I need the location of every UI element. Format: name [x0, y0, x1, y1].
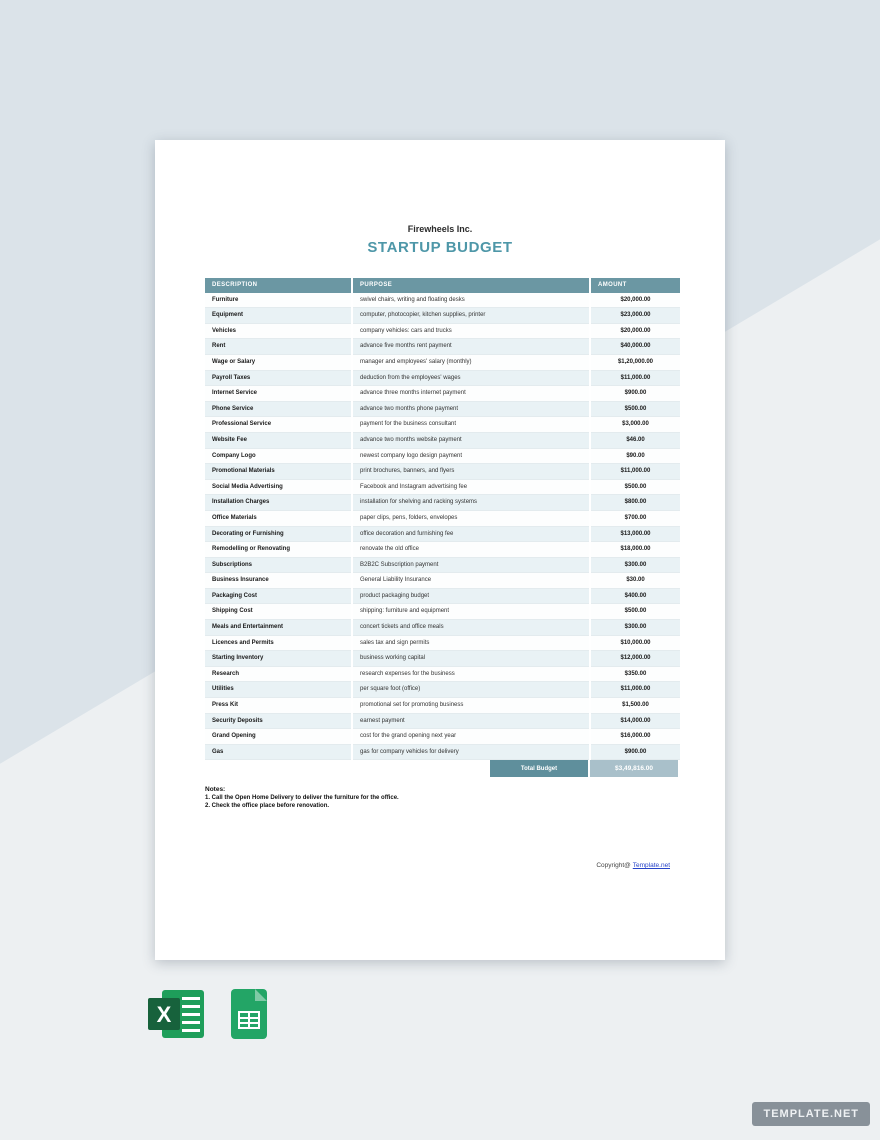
table-row [205, 666, 680, 682]
amount-cell: $350.00 [590, 666, 680, 682]
table-row [205, 682, 680, 698]
description-cell: Subscriptions [205, 557, 352, 573]
purpose-cell: office decoration and furnishing fee [352, 526, 590, 542]
amount-cell: $11,000.00 [590, 370, 680, 386]
total-budget-label: Total Budget [490, 760, 590, 777]
purpose-cell: payment for the business consultant [352, 417, 590, 433]
purpose-cell: newest company logo design payment [352, 448, 590, 464]
table-row [205, 588, 680, 604]
budget-table-body [205, 293, 680, 760]
table-row [205, 432, 680, 448]
description-cell: Grand Opening [205, 729, 352, 745]
description-cell: Website Fee [205, 432, 352, 448]
purpose-cell: B2B2C Subscription payment [352, 557, 590, 573]
purpose-cell: earnest payment [352, 713, 590, 729]
amount-cell: $400.00 [590, 588, 680, 604]
purpose-cell: company vehicles: cars and trucks [352, 323, 590, 339]
copyright-text: Copyright@ [596, 862, 631, 869]
table-row [205, 573, 680, 589]
purpose-cell: renovate the old office [352, 542, 590, 558]
description-cell: Vehicles [205, 323, 352, 339]
description-cell: Research [205, 666, 352, 682]
document-page [155, 140, 725, 960]
amount-cell: $46.00 [590, 432, 680, 448]
amount-cell: $14,000.00 [590, 713, 680, 729]
amount-cell: $900.00 [590, 744, 680, 760]
purpose-cell: manager and employees' salary (monthly) [352, 354, 590, 370]
table-row [205, 323, 680, 339]
column-header-amount: AMOUNT [590, 278, 680, 293]
purpose-cell: General Liability Insurance [352, 573, 590, 589]
description-cell: Office Materials [205, 510, 352, 526]
table-row [205, 417, 680, 433]
note-item: 1. Call the Open Home Delivery to deliver the furniture for the office. [205, 795, 399, 802]
description-cell: Furniture [205, 293, 352, 308]
description-cell: Starting Inventory [205, 651, 352, 667]
google-sheets-icon-graphic [228, 989, 270, 1039]
amount-cell: $1,500.00 [590, 698, 680, 714]
purpose-cell: gas for company vehicles for delivery [352, 744, 590, 760]
table-row [205, 604, 680, 620]
google-sheets-icon[interactable] [228, 989, 270, 1039]
table-row [205, 651, 680, 667]
template-net-label: TEMPLATE.NET [763, 1108, 859, 1120]
table-row [205, 510, 680, 526]
excel-icon-graphic [148, 988, 206, 1040]
notes-section [205, 786, 725, 809]
table-row [205, 620, 680, 636]
note-item: 2. Check the office place before renovation. [205, 803, 330, 810]
page-title: STARTUP BUDGET [367, 239, 513, 256]
purpose-cell: product packaging budget [352, 588, 590, 604]
description-cell: Decorating or Furnishing [205, 526, 352, 542]
description-cell: Professional Service [205, 417, 352, 433]
purpose-cell: paper clips, pens, folders, envelopes [352, 510, 590, 526]
description-cell: Shipping Cost [205, 604, 352, 620]
description-cell: Meals and Entertainment [205, 620, 352, 636]
description-cell: Remodelling or Renovating [205, 542, 352, 558]
budget-table [205, 278, 680, 760]
description-cell: Wage or Salary [205, 354, 352, 370]
amount-cell: $30.00 [590, 573, 680, 589]
table-row [205, 354, 680, 370]
total-row [205, 760, 680, 777]
amount-cell: $13,000.00 [590, 526, 680, 542]
amount-cell: $18,000.00 [590, 542, 680, 558]
table-header-row [205, 278, 680, 293]
description-cell: Licences and Permits [205, 635, 352, 651]
description-cell: Payroll Taxes [205, 370, 352, 386]
column-header-description: DESCRIPTION [205, 278, 352, 293]
format-icons [148, 988, 270, 1040]
table-row [205, 370, 680, 386]
copyright-link[interactable]: Template.net [632, 862, 670, 869]
description-cell: Utilities [205, 682, 352, 698]
purpose-cell: advance two months website payment [352, 432, 590, 448]
total-row-spacer [205, 760, 490, 777]
table-row [205, 386, 680, 402]
amount-cell: $900.00 [590, 386, 680, 402]
description-cell: Business Insurance [205, 573, 352, 589]
amount-cell: $40,000.00 [590, 339, 680, 355]
svg-text:X: X [156, 1002, 172, 1027]
purpose-cell: business working capital [352, 651, 590, 667]
table-row [205, 729, 680, 745]
amount-cell: $16,000.00 [590, 729, 680, 745]
amount-cell: $11,000.00 [590, 682, 680, 698]
purpose-cell: advance three months internet payment [352, 386, 590, 402]
notes-heading: Notes: [205, 786, 226, 794]
table-row [205, 744, 680, 760]
description-cell: Press Kit [205, 698, 352, 714]
amount-cell: $20,000.00 [590, 323, 680, 339]
purpose-cell: print brochures, banners, and flyers [352, 464, 590, 480]
description-cell: Social Media Advertising [205, 479, 352, 495]
total-budget-amount: $3,49,816.00 [590, 760, 678, 777]
amount-cell: $3,000.00 [590, 417, 680, 433]
description-cell: Internet Service [205, 386, 352, 402]
table-row [205, 698, 680, 714]
table-row [205, 713, 680, 729]
table-row [205, 464, 680, 480]
purpose-cell: research expenses for the business [352, 666, 590, 682]
amount-cell: $1,20,000.00 [590, 354, 680, 370]
purpose-cell: installation for shelving and racking systems [352, 495, 590, 511]
table-row [205, 479, 680, 495]
purpose-cell: Facebook and Instagram advertising fee [352, 479, 590, 495]
purpose-cell: computer, photocopier, kitchen supplies, printer [352, 308, 590, 324]
amount-cell: $11,000.00 [590, 464, 680, 480]
purpose-cell: per square foot (office) [352, 682, 590, 698]
purpose-cell: cost for the grand opening next year [352, 729, 590, 745]
table-row [205, 339, 680, 355]
purpose-cell: advance five months rent payment [352, 339, 590, 355]
purpose-cell: promotional set for promoting business [352, 698, 590, 714]
table-row [205, 542, 680, 558]
amount-cell: $500.00 [590, 401, 680, 417]
description-cell: Gas [205, 744, 352, 760]
amount-cell: $500.00 [590, 479, 680, 495]
template-net-badge [752, 1102, 870, 1126]
purpose-cell: shipping: furniture and equipment [352, 604, 590, 620]
amount-cell: $10,000.00 [590, 635, 680, 651]
notes-list [205, 795, 725, 809]
table-row [205, 557, 680, 573]
description-cell: Rent [205, 339, 352, 355]
amount-cell: $300.00 [590, 557, 680, 573]
excel-icon[interactable] [148, 988, 206, 1040]
purpose-cell: advance two months phone payment [352, 401, 590, 417]
table-row [205, 448, 680, 464]
table-row [205, 495, 680, 511]
copyright [596, 862, 670, 869]
amount-cell: $800.00 [590, 495, 680, 511]
company-name: Firewheels Inc. [407, 224, 473, 234]
purpose-cell: concert tickets and office meals [352, 620, 590, 636]
amount-cell: $20,000.00 [590, 293, 680, 308]
description-cell: Security Deposits [205, 713, 352, 729]
amount-cell: $90.00 [590, 448, 680, 464]
table-row [205, 401, 680, 417]
amount-cell: $700.00 [590, 510, 680, 526]
table-row [205, 293, 680, 308]
amount-cell: $23,000.00 [590, 308, 680, 324]
purpose-cell: swivel chairs, writing and floating desks [352, 293, 590, 308]
description-cell: Packaging Cost [205, 588, 352, 604]
table-row [205, 635, 680, 651]
column-header-purpose: PURPOSE [352, 278, 590, 293]
table-row [205, 526, 680, 542]
table-row [205, 308, 680, 324]
description-cell: Installation Charges [205, 495, 352, 511]
description-cell: Phone Service [205, 401, 352, 417]
amount-cell: $300.00 [590, 620, 680, 636]
amount-cell: $12,000.00 [590, 651, 680, 667]
purpose-cell: deduction from the employees' wages [352, 370, 590, 386]
description-cell: Company Logo [205, 448, 352, 464]
description-cell: Equipment [205, 308, 352, 324]
amount-cell: $500.00 [590, 604, 680, 620]
description-cell: Promotional Materials [205, 464, 352, 480]
purpose-cell: sales tax and sign permits [352, 635, 590, 651]
